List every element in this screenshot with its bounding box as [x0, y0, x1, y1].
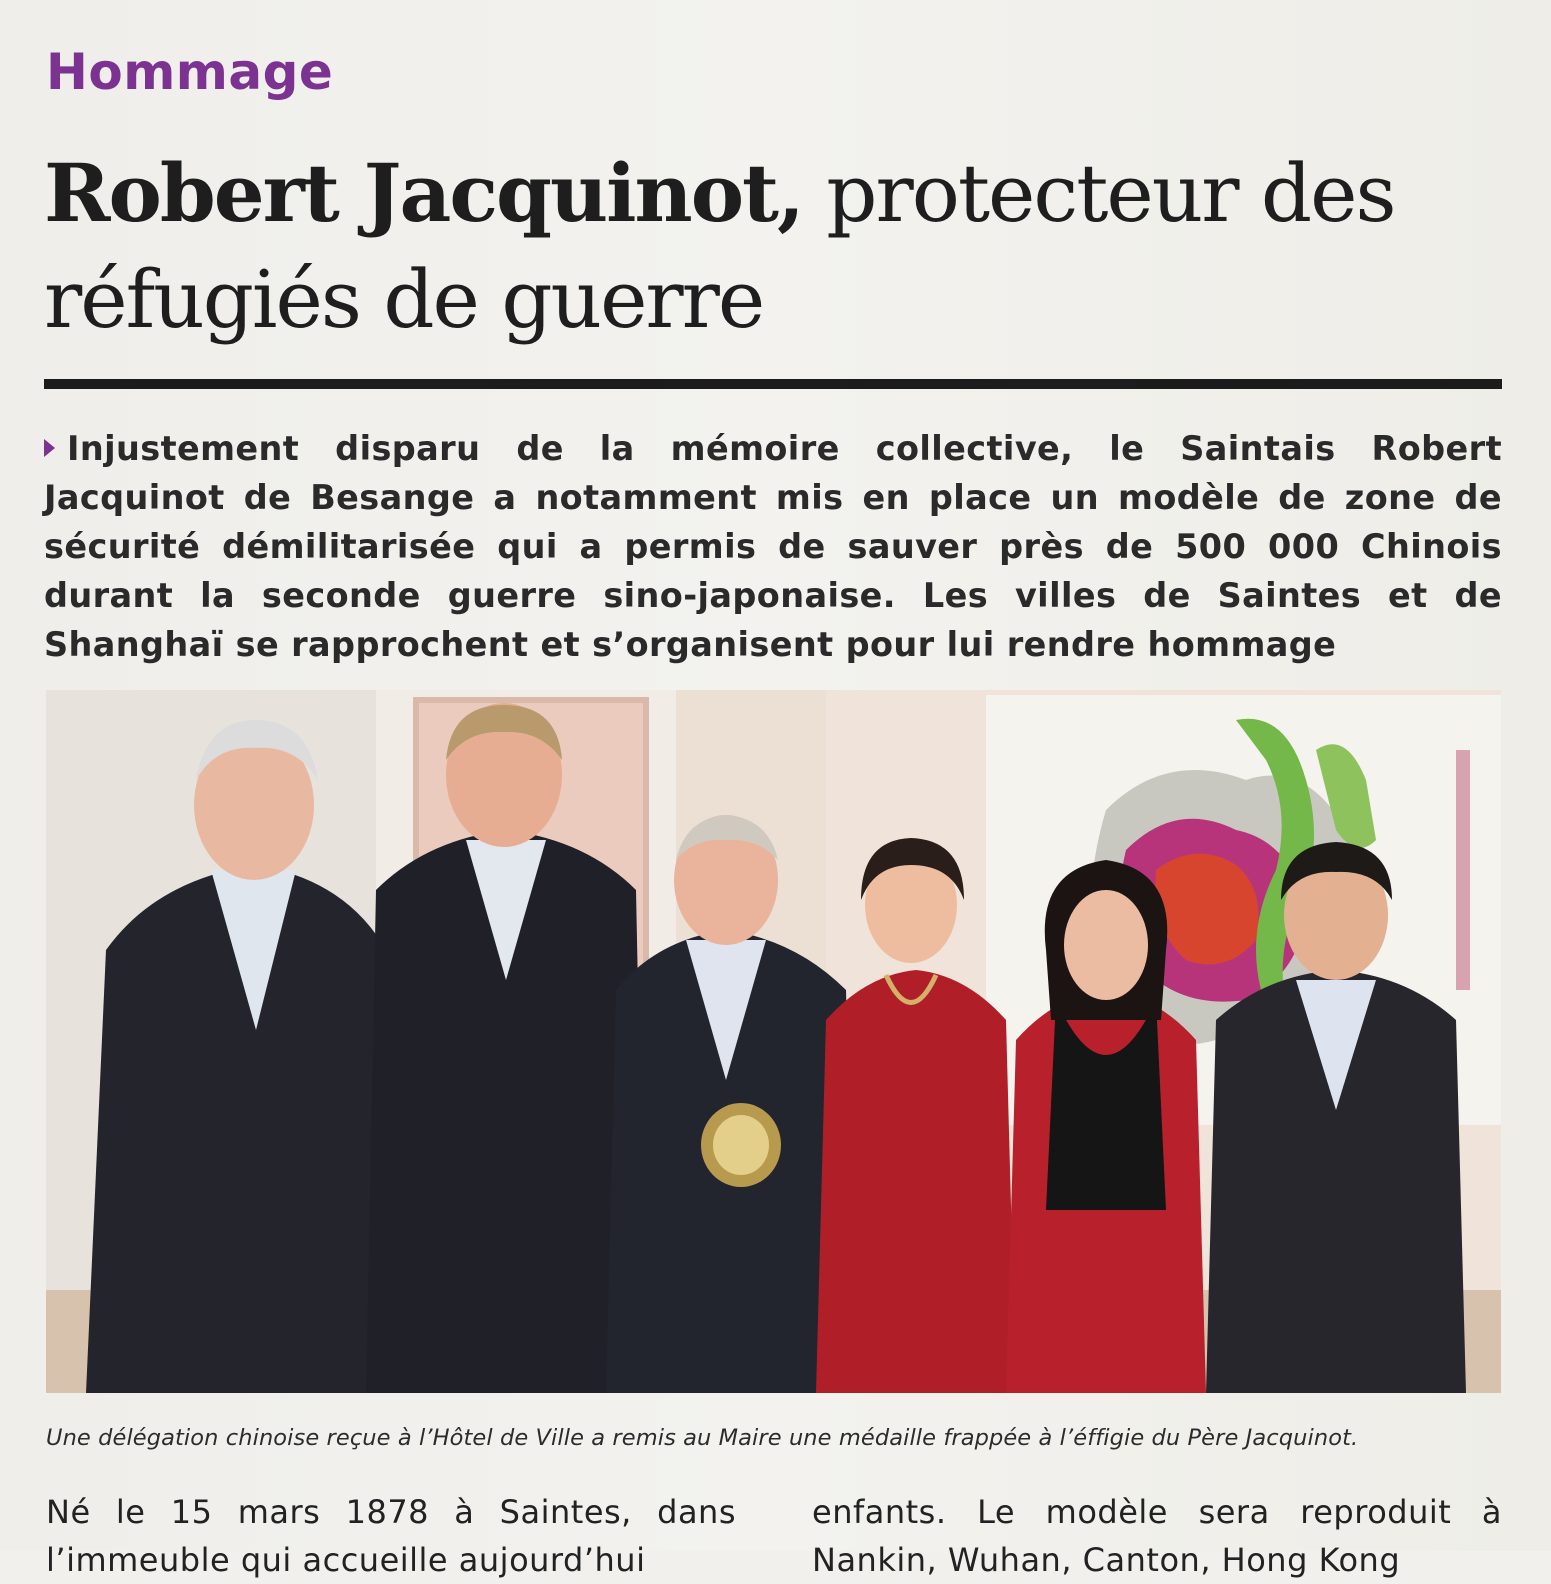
body-text-left: Né le 15 mars 1878 à Saintes, dans l’immeuble qui accueille aujourd’hui — [46, 1493, 736, 1579]
body-text-right: enfants. Le modèle sera reproduit à Nankin, Wuhan, Canton, Hong Kong — [812, 1493, 1502, 1579]
body-column-left — [46, 1488, 736, 1584]
headline-name: Robert Jacquinot, — [44, 146, 803, 240]
section-rubric: Hommage — [46, 43, 334, 101]
article-photo — [46, 690, 1501, 1393]
photo-caption: Une délégation chinoise reçue à l’Hôtel de Ville a remis au Maire une médaille frappée à l’éffigie du Père Jacquinot. — [46, 1425, 1359, 1451]
headline — [44, 140, 1504, 353]
triangle-bullet-icon — [44, 439, 55, 457]
headline-rest: protecteur des réfugiés de guerre — [44, 147, 1395, 346]
body-column-right — [812, 1488, 1502, 1584]
lead-paragraph — [44, 424, 1502, 669]
group-photo-illustration — [46, 690, 1501, 1393]
lead-text: Injustement disparu de la mémoire collective, le Saintais Robert Jacquinot de Besange a notamment mis en place un modèle de zone de sécurité démilitarisée qui a permis de sauver près de 500 000 Chinois durant la seconde guerre sino-japonaise. Les villes de Saintes et de Shanghaï se rapprochent et s’organisent pour lui rendre hommage — [44, 429, 1502, 664]
headline-divider — [44, 379, 1502, 389]
